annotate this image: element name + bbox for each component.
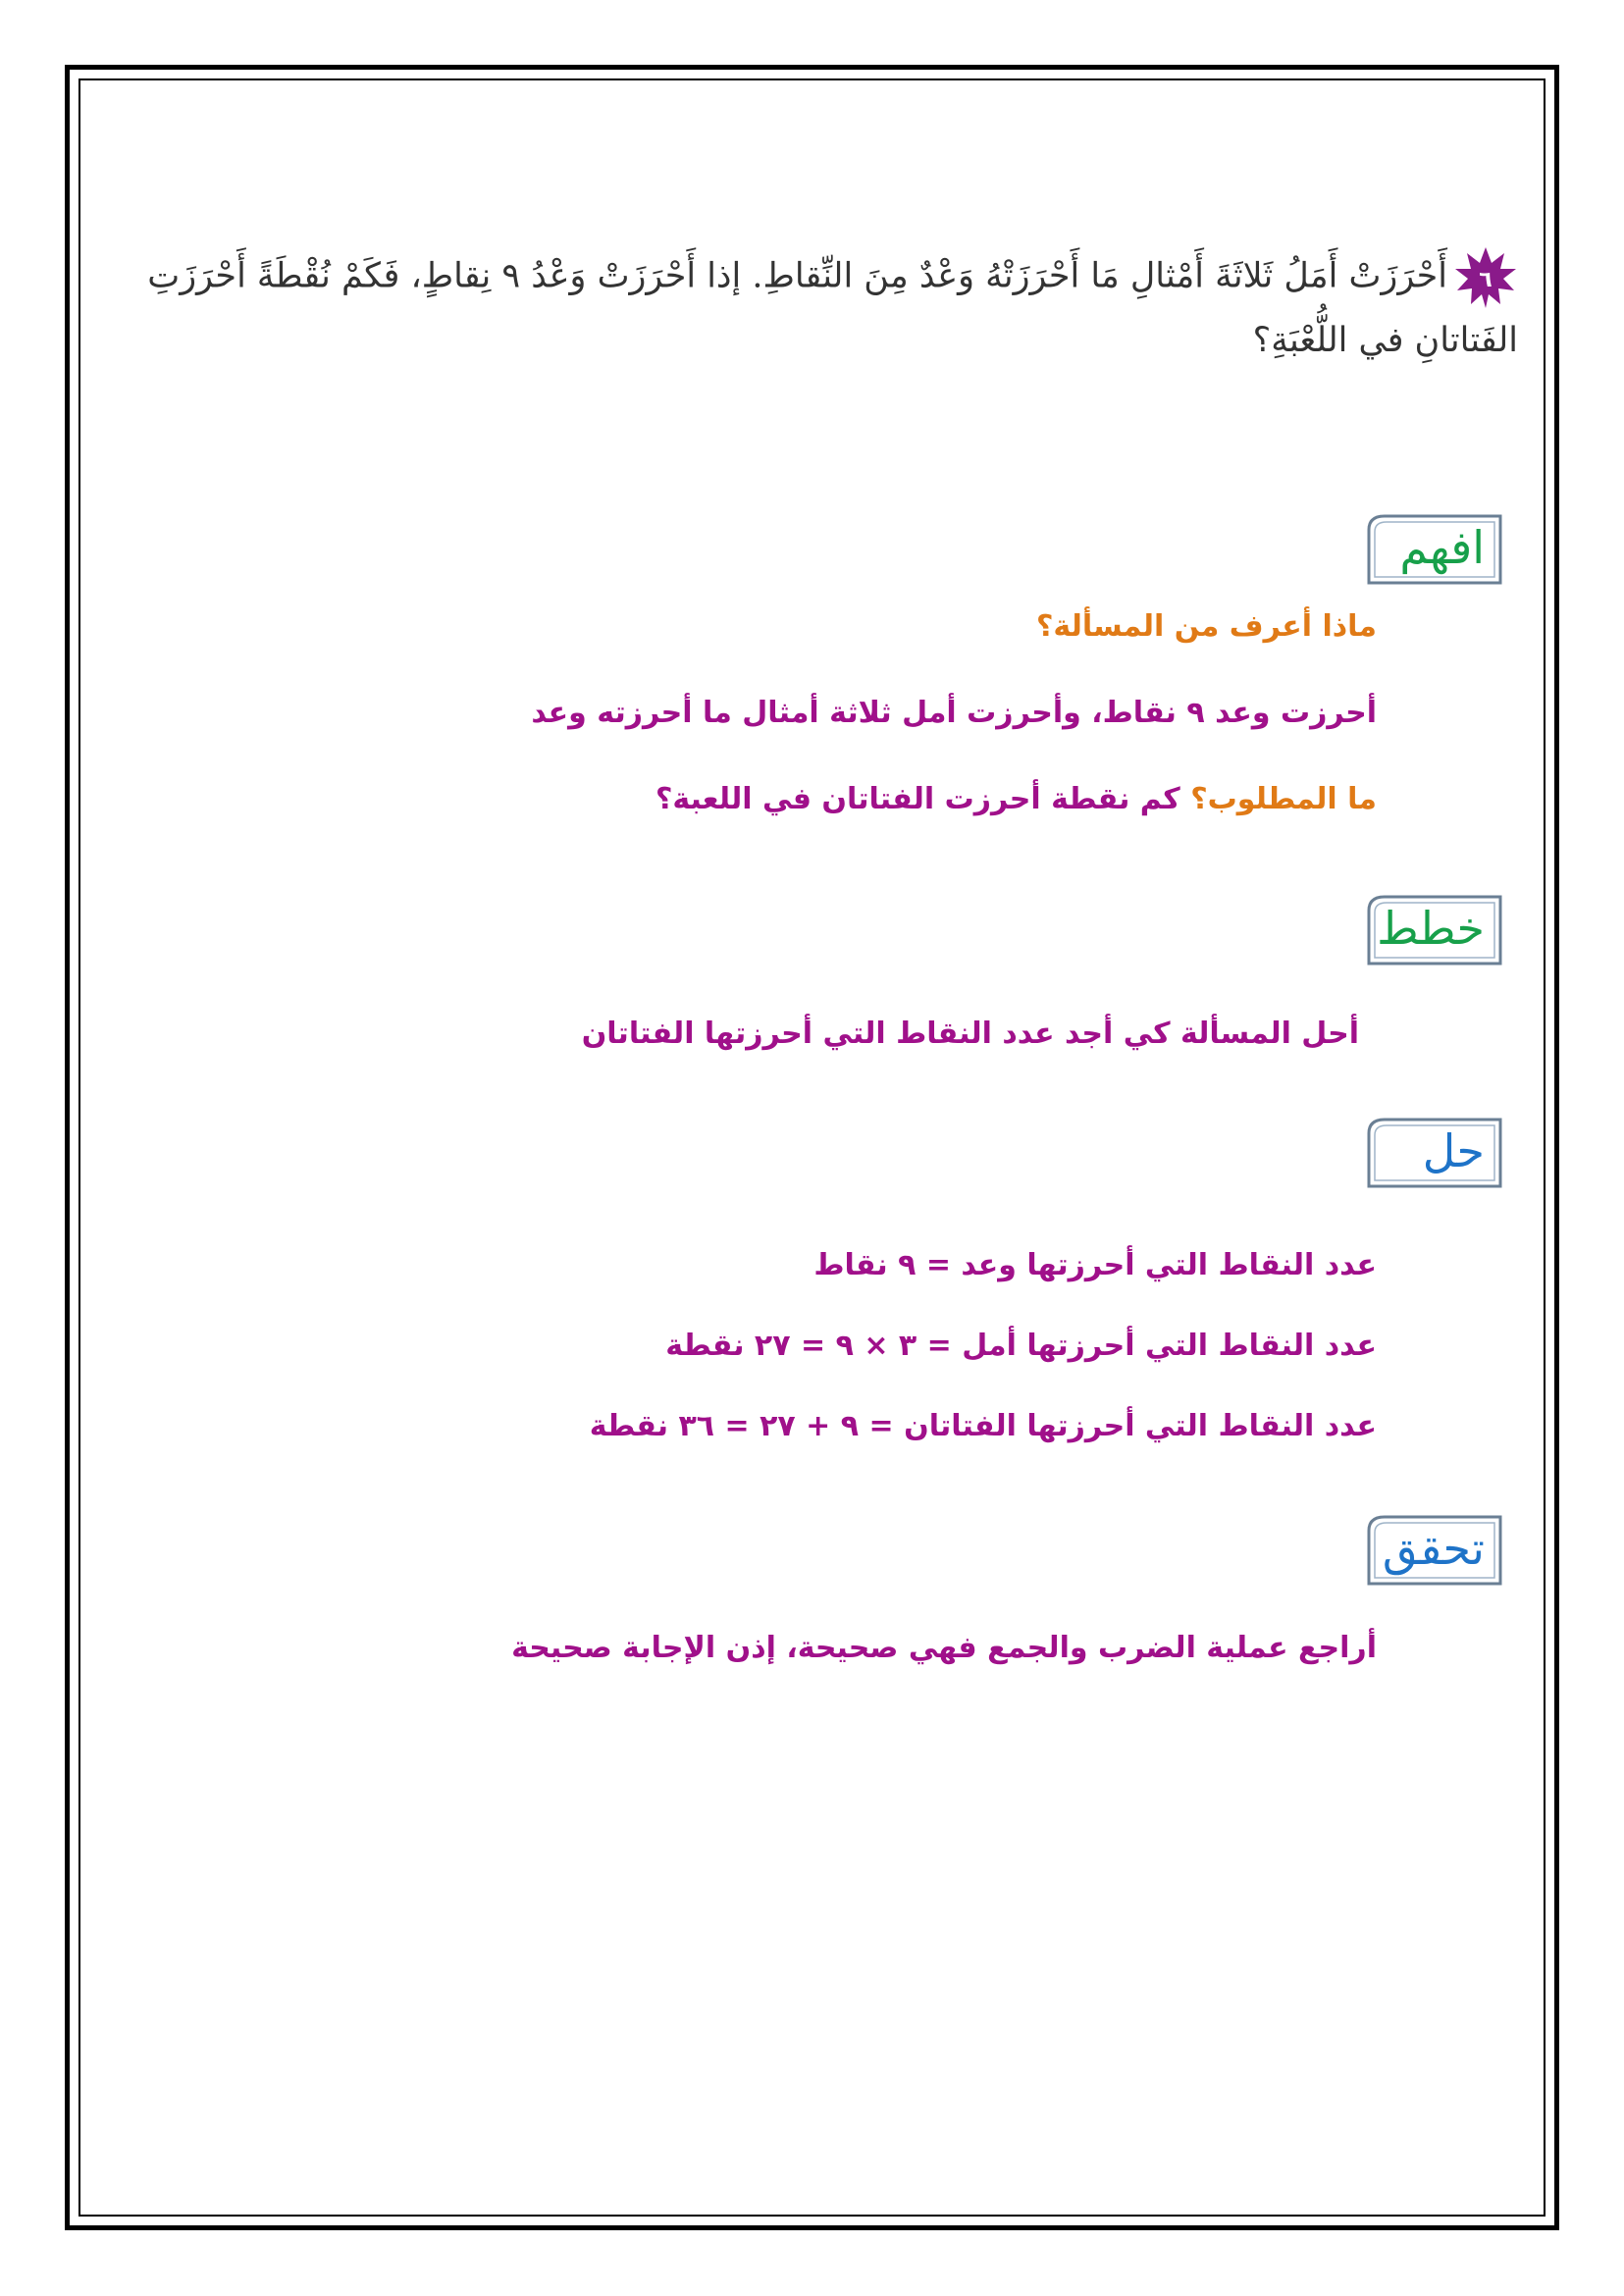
understand-question: ماذا أعرف من المسألة؟ xyxy=(1035,609,1377,644)
understand-known: أحرزت وعد ٩ نقاط، وأحرزت أمل ثلاثة أمثال ما أحرزته وعد xyxy=(531,696,1377,730)
understand-tag xyxy=(1361,510,1508,589)
solve-tag xyxy=(1361,1114,1508,1192)
understand-required xyxy=(655,778,1377,821)
required-text: كم نقطة أحرزت الفتاتان في اللعبة؟ xyxy=(655,782,1180,816)
check-text: أراجع عملية الضرب والجمع فهي صحيحة، إذن الإجابة صحيحة xyxy=(511,1631,1377,1665)
solve-line-1: عدد النقاط التي أحرزتها وعد = ٩ نقاط xyxy=(813,1248,1377,1282)
star-badge-icon xyxy=(1453,245,1518,310)
problem-statement xyxy=(105,245,1518,371)
plan-text: أحل المسألة كي أجد عدد النقاط التي أحرزتها الفتاتان xyxy=(581,1017,1359,1051)
problem-text: أَحْرَزَتْ أَمَلُ ثَلاثَةَ أَمْثالِ مَا أَحْرَزَتْهُ وَعْدٌ مِنَ النِّقاطِ. إذا أَحْرَزَتْ وَعْدُ ٩ نِقاطٍ، فَكَمْ نُقْطَةً أَحْرَزَتِ الفَتاتانِ في اللُّعْبَةِ؟ xyxy=(147,256,1518,360)
problem-number: ٦ xyxy=(1479,268,1493,292)
solve-tag-label: حل xyxy=(1422,1124,1485,1177)
page-border-inner xyxy=(79,78,1545,2217)
understand-tag-label: افهم xyxy=(1399,521,1485,574)
check-tag-label: تحقق xyxy=(1382,1522,1485,1575)
check-tag xyxy=(1361,1511,1508,1590)
required-label: ما المطلوب؟ xyxy=(1190,782,1377,816)
plan-tag xyxy=(1361,891,1508,969)
solve-line-3: عدد النقاط التي أحرزتها الفتاتان = ٩ + ٢٧ = ٣٦ نقطة xyxy=(589,1409,1377,1443)
solve-line-2: عدد النقاط التي أحرزتها أمل = ٣ × ٩ = ٢٧ نقطة xyxy=(665,1329,1377,1363)
plan-tag-label: خطط xyxy=(1377,902,1485,955)
